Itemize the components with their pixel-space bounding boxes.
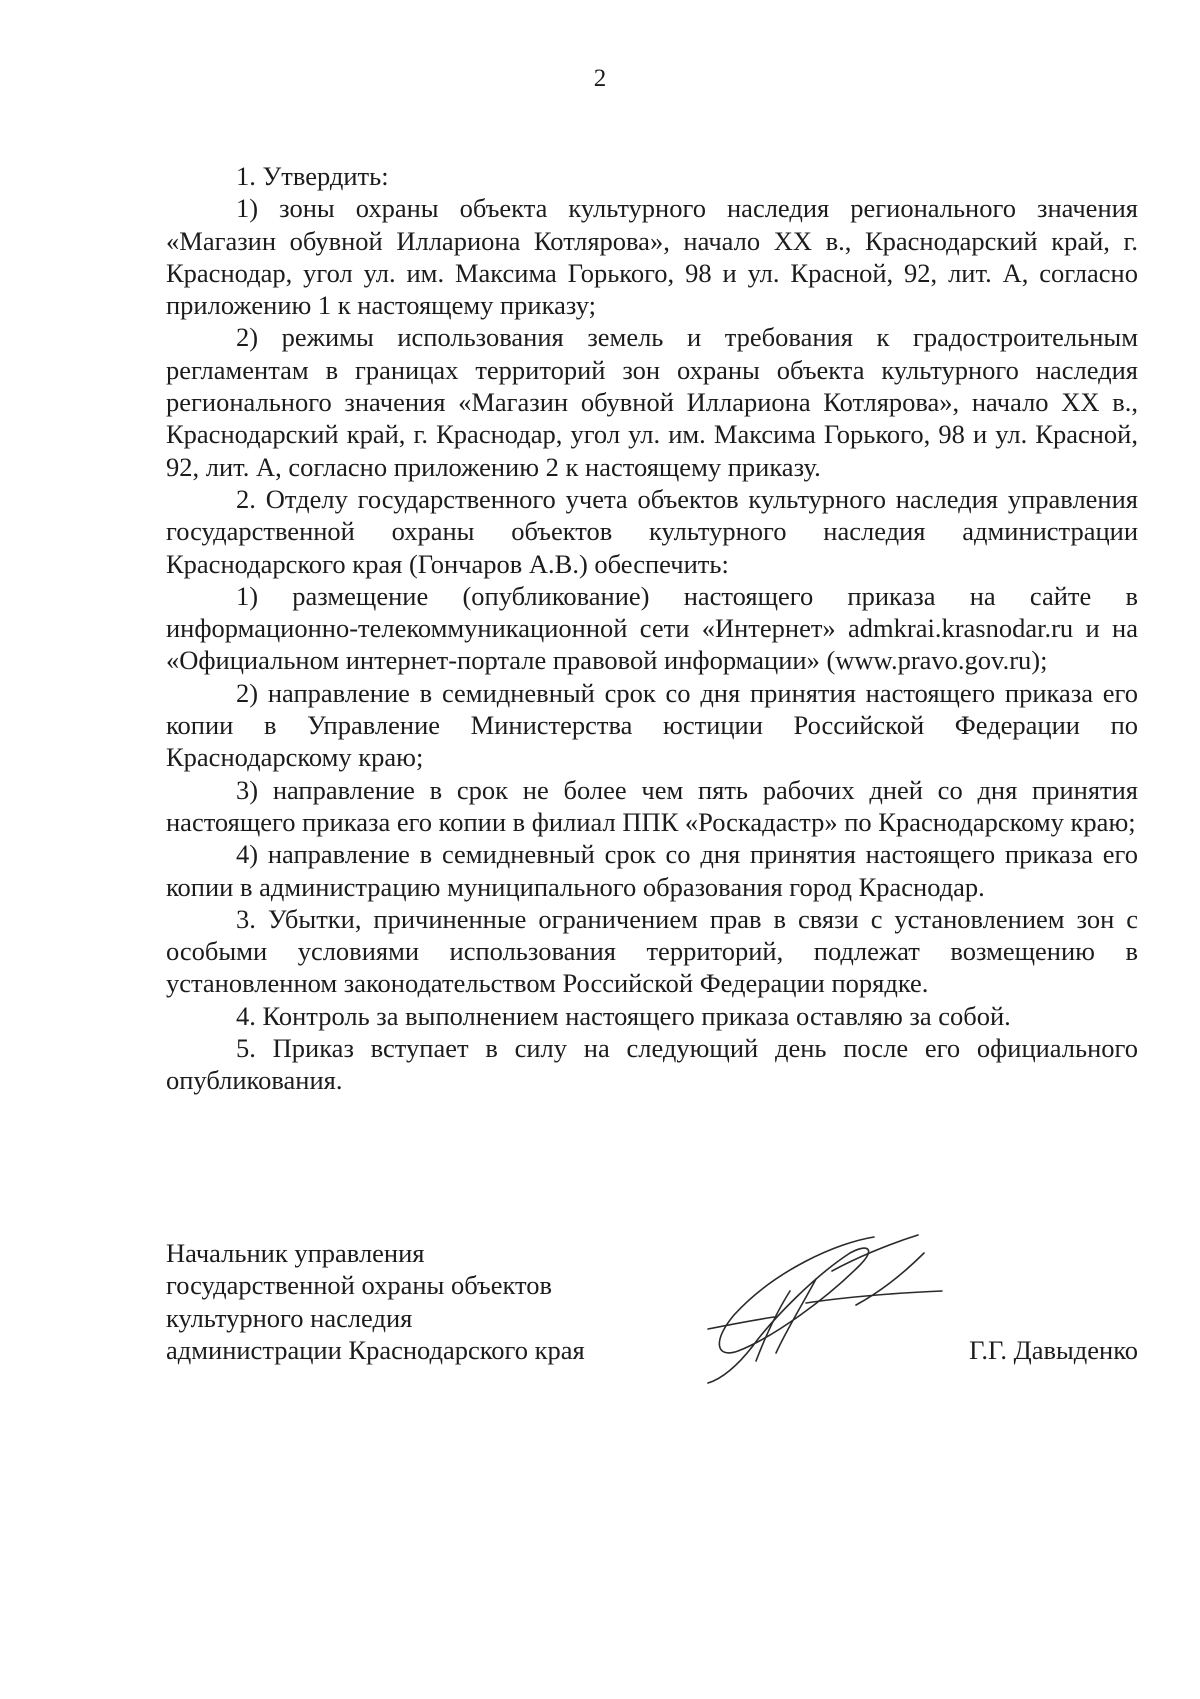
- signer-name: Г.Г. Давыденко: [969, 1334, 1138, 1365]
- signer-position-line: государственной охраны объектов: [166, 1270, 553, 1301]
- signature-block: [166, 1237, 1138, 1397]
- document-body: [166, 160, 1138, 1097]
- paragraph-ensure-item-2: 2) направление в семидневный срок со дня принятия настоящего приказа его копии в Управление Министерства юстиции Российской Федерации по Краснодарскому краю;: [166, 677, 1138, 773]
- paragraph-approve: 1. Утвердить:: [236, 161, 389, 191]
- paragraph-control: 4. Контроль за выполнением настоящего приказа оставляю за собой.: [236, 1000, 1011, 1031]
- signer-position: [166, 1237, 686, 1366]
- handwritten-signature: [656, 1213, 946, 1388]
- paragraph-department-ensure: 2. Отделу государственного учета объектов культурного наследия управления государственной охраны объектов культурного наследия администрации Краснодарского края (Гончаров А.В.) обеспечить:: [166, 483, 1138, 579]
- paragraph-effective: 5. Приказ вступает в силу на следующий день после его официального опубликования.: [166, 1033, 1138, 1096]
- paragraph-approve-item-1: 1) зоны охраны объекта культурного наследия регионального значения «Магазин обувной Иллариона Котлярова», начало XX в., Краснодарский край, г. Краснодар, угол ул. им. Максима Горького, 98 и ул. Красной, 92, лит. А, согласно приложению 1 к настоящему приказу;: [166, 193, 1138, 321]
- signer-position-line: администрации Краснодарского края: [166, 1334, 585, 1365]
- page-number: 2: [593, 65, 607, 92]
- signer-position-line: Начальник управления: [166, 1238, 425, 1268]
- paragraph-ensure-item-3: 3) направление в срок не более чем пять рабочих дней со дня принятия настоящего приказа его копии в филиал ППК «Роскадастр» по Краснодарскому краю;: [166, 774, 1138, 837]
- paragraph-ensure-item-1: 1) размещение (опубликование) настоящего приказа на сайте в информационно-телекоммуникационной сети «Интернет» admkrai.krasnodar.ru и на «Официальном интернет-портале правовой информации» (www.pravo.gov.ru);: [166, 580, 1138, 676]
- paragraph-approve-item-2: 2) режимы использования земель и требования к градостроительным регламентам в границах территорий зон охраны объекта культурного наследия регионального значения «Магазин обувной Иллариона Котлярова», начало XX в., Краснодарский край, г. Краснодар, угол ул. им. Максима Горького, 98 и ул. Красной, 92, лит. А, согласно приложению 2 к настоящему приказу.: [166, 322, 1138, 482]
- paragraph-losses: 3. Убытки, причиненные ограничением прав в связи с установлением зон с особыми условиями использования территорий, подлежат возмещению в установленном законодательством Российской Федерации порядке.: [166, 903, 1138, 999]
- signer-position-line: культурного наследия: [166, 1302, 413, 1333]
- paragraph-ensure-item-4: 4) направление в семидневный срок со дня принятия настоящего приказа его копии в администрацию муниципального образования город Краснодар.: [166, 839, 1138, 902]
